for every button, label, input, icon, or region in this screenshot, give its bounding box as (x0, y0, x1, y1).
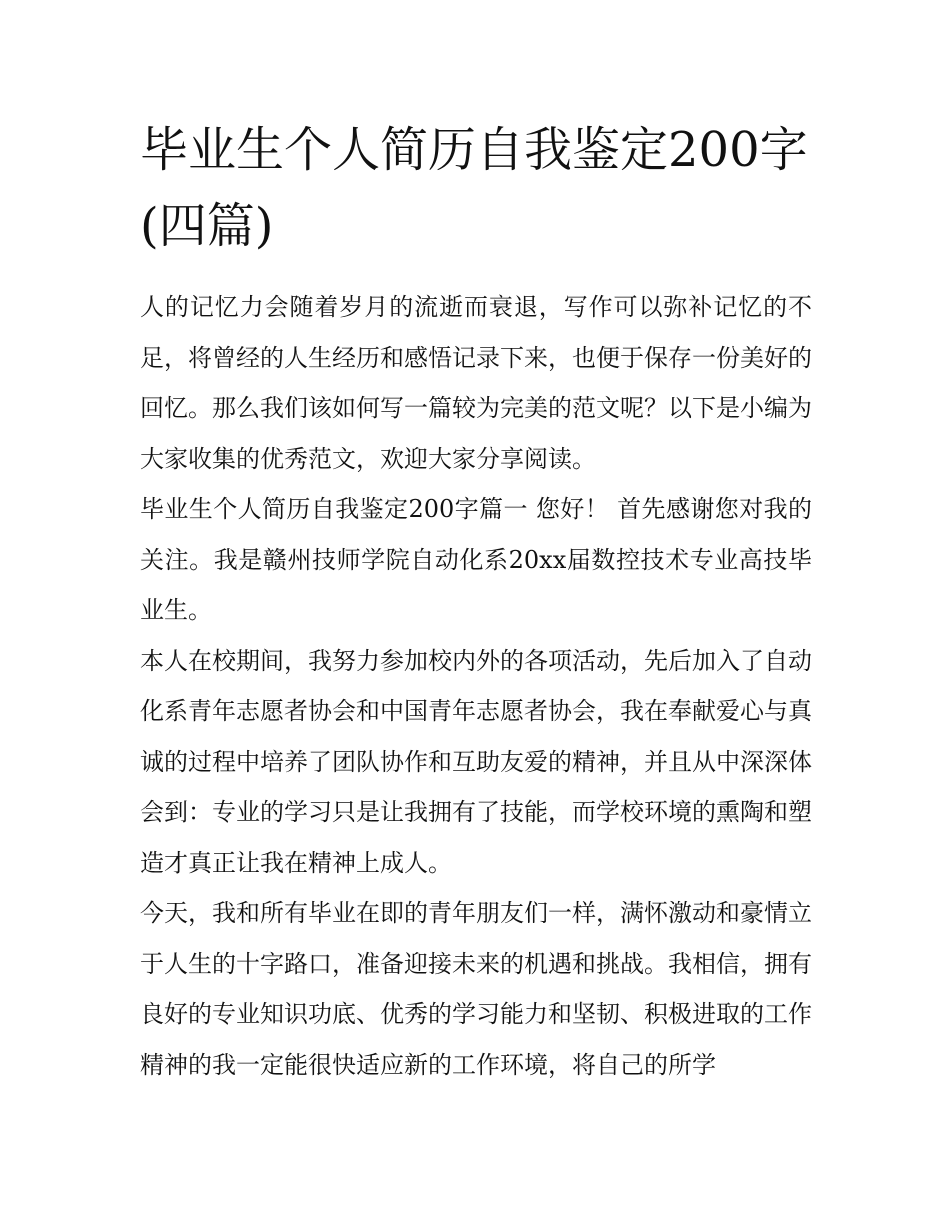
paragraph-intro: 人的记忆力会随着岁月的流逝而衰退，写作可以弥补记忆的不足，将曾经的人生经历和感悟记录下来，也便于保存一份美好的回忆。那么我们该如何写一篇较为完美的范文呢？以下是小编为大家收集的优秀范文，欢迎大家分享阅读。 (140, 293, 812, 473)
document-body (140, 112, 812, 1090)
document-title: 毕业生个人简历自我鉴定200字(四篇) (140, 122, 808, 254)
paragraph-future-outlook: 今天，我和所有毕业在即的青年朋友们一样，满怀激动和豪情立于人生的十字路口，准备迎接未来的机遇和挑战。我相信，拥有良好的专业知识功底、优秀的学习能力和坚韧、积极进取的工作精神的我一定能很快适应新的工作环境，将自己的所学 (140, 899, 812, 1079)
paragraph-school-activities: 本人在校期间，我努力参加校内外的各项活动，先后加入了自动化系青年志愿者协会和中国青年志愿者协会，我在奉献爱心与真诚的过程中培养了团队协作和互助友爱的精神，并且从中深深体会到：专业的学习只是让我拥有了技能，而学校环境的熏陶和塑造才真正让我在精神上成人。 (140, 646, 812, 877)
paragraph-greeting: 毕业生个人简历自我鉴定200字篇一 您好！ 首先感谢您对我的关注。我是赣州技师学院自动化系20xx届数控技术专业高技毕业生。 (140, 495, 812, 624)
